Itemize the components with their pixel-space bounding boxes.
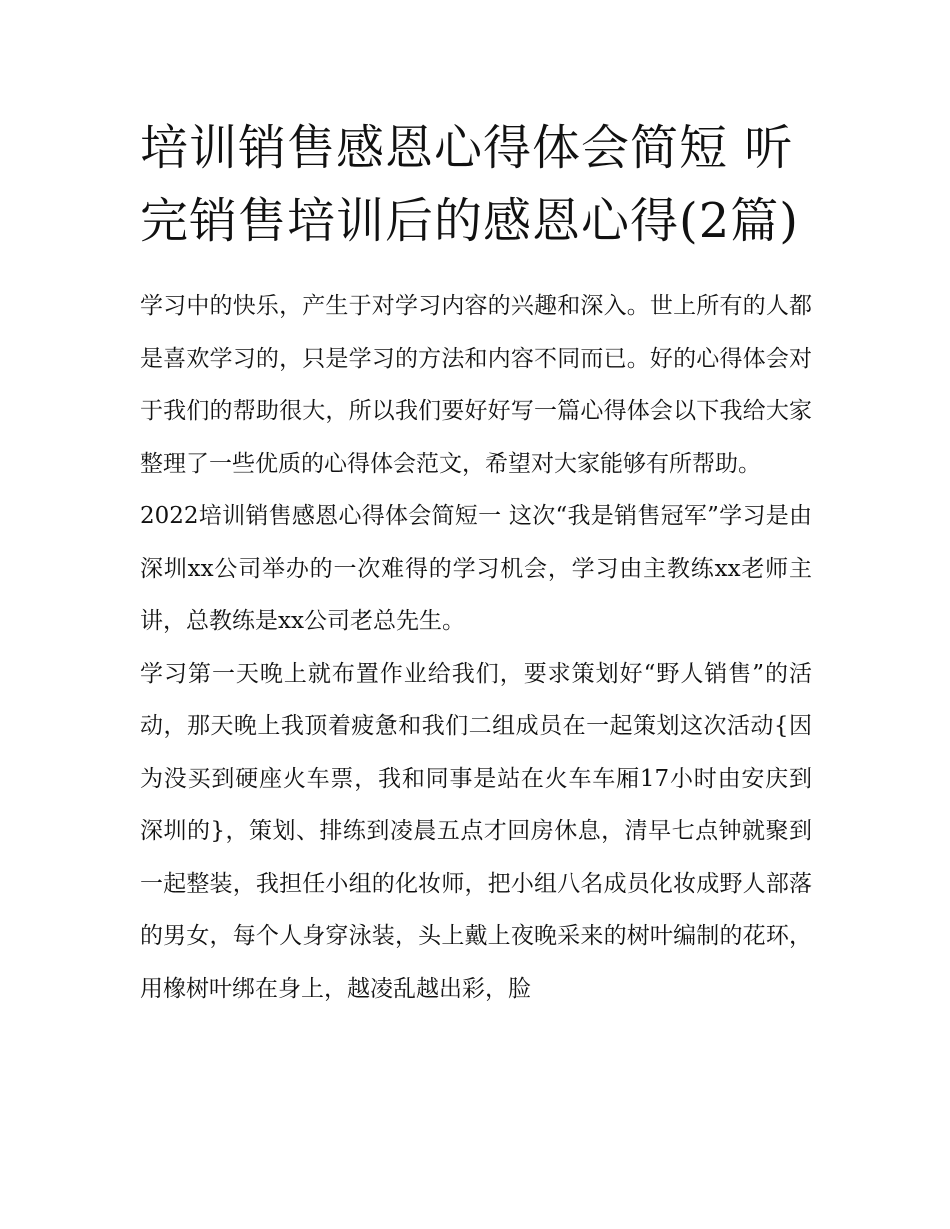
- paragraph-essay-one-opening: 2022培训销售感恩心得体会简短一 这次“我是销售冠军”学习是由深圳xx公司举办的一次难得的学习机会，学习由主教练xx老师主讲，总教练是xx公司老总先生。: [140, 503, 812, 634]
- paragraph-intro: 学习中的快乐，产生于对学习内容的兴趣和深入。世上所有的人都是喜欢学习的，只是学习的方法和内容不同而已。好的心得体会对于我们的帮助很大，所以我们要好好写一篇心得体会以下我给大家整理了一些优质的心得体会范文，希望对大家能够有所帮助。: [140, 293, 812, 477]
- paragraph-first-day: 学习第一天晚上就布置作业给我们，要求策划好“野人销售”的活动，那天晚上我顶着疲惫和我们二组成员在一起策划这次活动{因为没买到硬座火车票，我和同事是站在火车车厢17小时由安庆到深圳的}，策划、排练到凌晨五点才回房休息，清早七点钟就聚到一起整装，我担任小组的化妆师，把小组八名成员化妆成野人部落的男女，每个人身穿泳装，头上戴上夜晚采来的树叶编制的花环，用橡树叶绑在身上，越凌乱越出彩，脸: [140, 660, 812, 1002]
- document-page: [140, 112, 812, 1015]
- document-title: 培训销售感恩心得体会简短 听完销售培训后的感恩心得(2篇): [140, 120, 799, 249]
